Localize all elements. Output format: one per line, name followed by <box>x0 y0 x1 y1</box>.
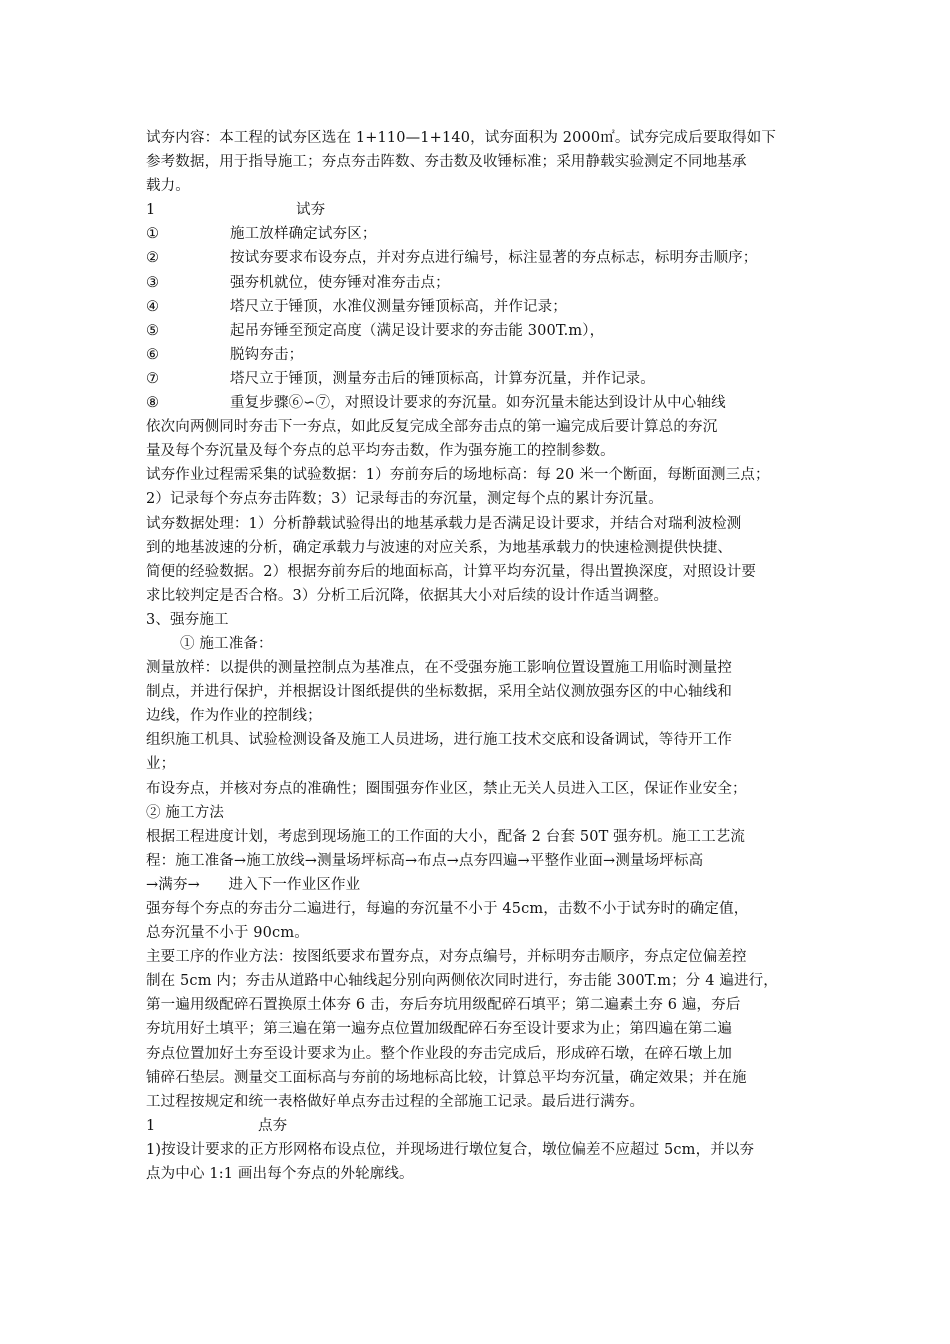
intro-line: 载力。 <box>146 178 190 195</box>
step-text: 脱钩夯击； <box>230 346 304 363</box>
step-number: ① <box>146 226 160 243</box>
subsection-prep <box>146 632 822 656</box>
step-item <box>146 222 822 246</box>
step-text: 重复步骤⑥∽⑦，对照设计要求的夯沉量。如夯沉量未能达到设计从中心轴线 <box>230 395 726 412</box>
step-item <box>146 319 822 343</box>
layout-points-line: 布设夯点，并核对夯点的准确性；圈围强夯作业区，禁止无关人员进入工区，保证作业安全； <box>146 780 747 797</box>
method-line: →满夯→ 进入下一作业区作业 <box>146 876 361 893</box>
subsection-title: ① 施工准备： <box>180 635 273 652</box>
data-process-line: 求比较判定是否合格。3）分析工后沉降，依据其大小对后续的设计作适当调整。 <box>146 587 669 604</box>
main-process-line: 主要工序的作业方法：按图纸要求布置夯点，对夯点编号，并标明夯击顺序，夯点定位偏差控 <box>146 949 747 966</box>
main-process-line: 工过程按规定和统一表格做好单点夯击过程的全部施工记录。最后进行满夯。 <box>146 1093 645 1110</box>
step-text: 按试夯要求布设夯点，并对夯点进行编号，标注显著的夯点标志，标明夯击顺序； <box>230 250 758 267</box>
step-text: 起吊夯锤至预定高度（满足设计要求的夯击能 300T.m）， <box>230 322 605 339</box>
method-line: 程：施工准备→施工放线→测量场坪标高→布点→点夯四遍→平整作业面→测量场坪标高 <box>146 852 704 869</box>
data-process-line: 试夯数据处理：1）分析静载试验得出的地基承载力是否满足设计要求，并结合对瑞利波检测 <box>146 515 742 532</box>
main-process-line: 第一遍用级配碎石置换原土体夯 6 击，夯后夯坑用级配碎石填平；第二遍素土夯 6 遍，夯后 <box>146 997 741 1014</box>
data-collect-line: 试夯作业过程需采集的试验数据：1）夯前夯后的场地标高：每 20 米一个断面，每断面测三点； <box>146 467 770 484</box>
dot-text-line: 1)按设计要求的正方形网格布设点位，并现场进行墩位复合，墩位偏差不应超过 5cm，并以夯 <box>146 1141 755 1158</box>
document-page <box>146 126 822 1186</box>
dot-text-line: 点为中心 1:1 画出每个夯点的外轮廓线。 <box>146 1166 414 1183</box>
survey-line: 边线，作为作业的控制线； <box>146 708 322 725</box>
section-heading-construction: 3、强夯施工 <box>146 611 229 628</box>
step-text: 强夯机就位，使夯锤对准夯击点； <box>230 274 450 291</box>
data-collect-line: 2）记录每个夯点夯击阵数；3）记录每击的夯沉量，测定每个点的累计夯沉量。 <box>146 491 663 508</box>
survey-line: 测量放样：以提供的测量控制点为基准点，在不受强夯施工影响位置设置施工用临时测量控 <box>146 660 732 677</box>
organize-line: 业； <box>146 756 176 773</box>
intro-line: 试夯内容：本工程的试夯区选在 1+110—1+140，试夯面积为 2000㎡。试夯完成后要取得如下 <box>146 130 777 146</box>
step-number: ④ <box>146 298 160 315</box>
step-text: 塔尺立于锤顶，水准仪测量夯锤顶标高，并作记录； <box>230 298 567 315</box>
intro-line: 参考数据，用于指导施工；夯点夯击阵数、夯击数及收锤标准；采用静载实验测定不同地基承 <box>146 154 747 171</box>
step-item <box>146 271 822 295</box>
main-process-line: 夯坑用好土填平；第三遍在第一遍夯点位置加级配碎石夯至设计要求为止；第四遍在第二遍 <box>146 1021 732 1038</box>
step-number: ⑦ <box>146 370 160 387</box>
section-title: 试夯 <box>296 202 326 219</box>
step-number: ③ <box>146 274 160 291</box>
section-title: 点夯 <box>258 1117 288 1134</box>
step8-continuation: 依次向两侧同时夯击下一夯点，如此反复完成全部夯击点的第一遍完成后要计算总的夯沉 <box>146 419 718 436</box>
main-process-line: 制在 5cm 内；夯击从道路中心轴线起分别向两侧依次同时进行，夯击能 300T.m；分 4 遍进行， <box>146 973 778 990</box>
section-number: 1 <box>146 1117 156 1134</box>
main-process-line: 夯点位置加好土夯至设计要求为止。整个作业段的夯击完成后，形成碎石墩，在碎石墩上加 <box>146 1045 732 1062</box>
section-number: 1 <box>146 202 156 219</box>
method-line: 根据工程进度计划，考虑到现场施工的工作面的大小，配备 2 台套 50T 强夯机。施工工艺流 <box>146 828 746 845</box>
main-process-line: 铺碎石垫层。测量交工面标高与夯前的场地标高比较，计算总平均夯沉量，确定效果；并在施 <box>146 1069 747 1086</box>
each-point-line: 强夯每个夯点的夯击分二遍进行，每遍的夯沉量不小于 45cm，击数不小于试夯时的确定值， <box>146 901 749 917</box>
each-point-line: 总夯沉量不小于 90cm。 <box>146 925 309 942</box>
step-text: 施工放样确定试夯区； <box>230 226 377 243</box>
step-item <box>146 391 822 415</box>
step-number: ② <box>146 250 160 267</box>
step-number: ⑤ <box>146 322 160 339</box>
section-heading-trial <box>146 198 822 222</box>
step-number: ⑧ <box>146 395 160 412</box>
step-item <box>146 343 822 367</box>
step-item <box>146 295 822 319</box>
step-text: 塔尺立于锤顶，测量夯击后的锤顶标高，计算夯沉量，并作记录。 <box>230 370 655 387</box>
step-number: ⑥ <box>146 346 160 363</box>
section-heading-dot <box>146 1114 822 1138</box>
survey-line: 制点，并进行保护，并根据设计图纸提供的坐标数据，采用全站仪测放强夯区的中心轴线和 <box>146 684 732 701</box>
step-item <box>146 367 822 391</box>
data-process-line: 简便的经验数据。2）根据夯前夯后的地面标高，计算平均夯沉量，得出置换深度，对照设计要 <box>146 563 757 580</box>
step8-continuation: 量及每个夯沉量及每个夯点的总平均夯击数，作为强夯施工的控制参数。 <box>146 443 615 460</box>
subsection-method: ② 施工方法 <box>146 804 225 821</box>
organize-line: 组织施工机具、试验检测设备及施工人员进场，进行施工技术交底和设备调试，等待开工作 <box>146 732 732 749</box>
step-item <box>146 246 822 270</box>
data-process-line: 到的地基波速的分析，确定承载力与波速的对应关系，为地基承载力的快速检测提供快捷、 <box>146 539 732 556</box>
